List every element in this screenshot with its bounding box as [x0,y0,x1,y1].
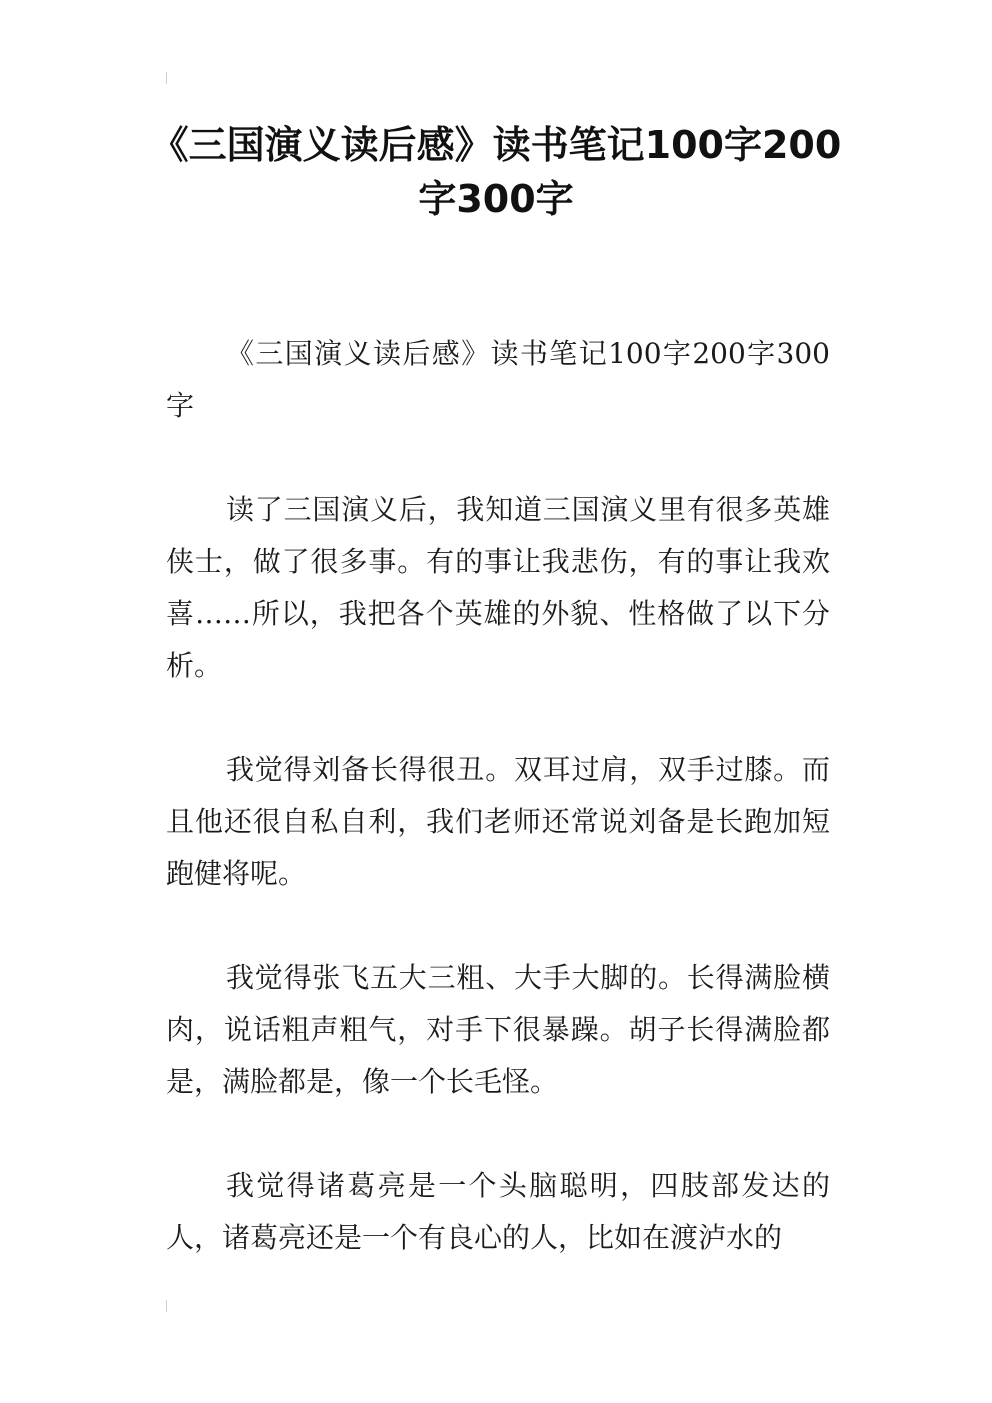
paragraph-liubei: 我觉得刘备长得很丑。双耳过肩，双手过膝。而且他还很自私自利，我们老师还常说刘备是长跑加短跑健将呢。 [166,753,830,890]
document-body [166,328,830,1316]
crop-mark-top [166,72,167,84]
document-title: 《三国演义读后感》读书笔记100字200字300字 [150,123,842,221]
paragraph-intro: 读了三国演义后，我知道三国演义里有很多英雄侠士，做了很多事。有的事让我悲伤，有的事让我欢喜……所以，我把各个英雄的外貌、性格做了以下分析。 [166,493,830,682]
paragraph-heading-repeat: 《三国演义读后感》读书笔记100字200字300字 [166,337,830,422]
crop-mark-bottom [166,1300,167,1312]
paragraph-zhangfei: 我觉得张飞五大三粗、大手大脚的。长得满脸横肉，说话粗声粗气，对手下很暴躁。胡子长得满脸都是，满脸都是，像一个长毛怪。 [166,961,830,1098]
paragraph-zhugeliang: 我觉得诸葛亮是一个头脑聪明，四肢部发达的人，诸葛亮还是一个有良心的人，比如在渡泸水的 [166,1169,830,1254]
